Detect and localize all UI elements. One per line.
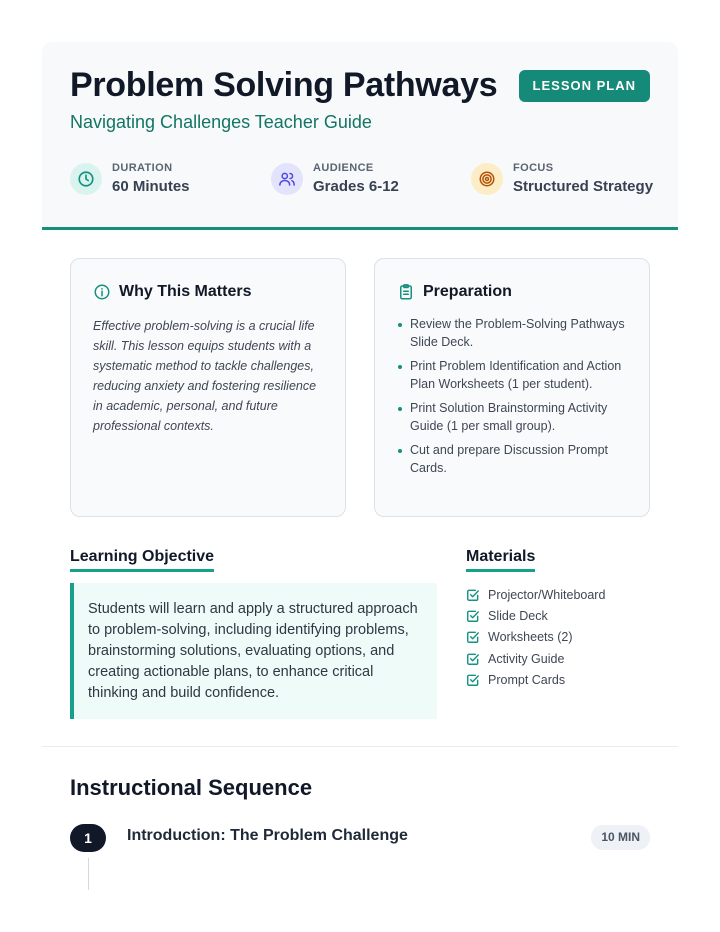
list-item bbox=[466, 605, 605, 626]
checkbox-checked-icon bbox=[466, 609, 480, 623]
lesson-header bbox=[42, 42, 678, 230]
material-label: Slide Deck bbox=[488, 608, 548, 623]
info-icon bbox=[93, 283, 111, 301]
why-title-text: Why This Matters bbox=[119, 283, 252, 300]
materials-list bbox=[466, 584, 605, 690]
lesson-plan-badge: LESSON PLAN bbox=[519, 70, 650, 102]
preparation-title-text: Preparation bbox=[423, 283, 512, 300]
target-icon bbox=[471, 163, 503, 195]
material-label: Worksheets (2) bbox=[488, 630, 573, 645]
preparation-card bbox=[374, 258, 650, 517]
list-item bbox=[466, 627, 605, 648]
meta-focus bbox=[471, 162, 653, 195]
step-duration-badge: 10 MIN bbox=[591, 825, 650, 850]
checkbox-checked-icon bbox=[466, 588, 480, 602]
meta-audience bbox=[271, 162, 399, 195]
clock-icon bbox=[70, 163, 102, 195]
meta-label: AUDIENCE bbox=[313, 162, 374, 174]
lesson-title: Problem Solving Pathways bbox=[70, 66, 498, 104]
list-item: Print Problem Identification and Action Plan Worksheets (1 per student). bbox=[397, 358, 637, 393]
list-item: Print Solution Brainstorming Activity Guide (1 per small group). bbox=[397, 400, 637, 435]
checkbox-checked-icon bbox=[466, 630, 480, 644]
checkbox-checked-icon bbox=[466, 652, 480, 666]
meta-value: Structured Strategy bbox=[513, 178, 654, 195]
meta-label: FOCUS bbox=[513, 162, 554, 174]
why-text: Effective problem-solving is a crucial life skill. This lesson equips students with a systematic method to tackle challenges, reducing anxiety and fostering resilience in academic, personal, and future professional contexts. bbox=[93, 319, 317, 433]
list-item bbox=[466, 648, 605, 669]
meta-duration bbox=[70, 162, 190, 195]
why-card-title bbox=[93, 283, 251, 301]
meta-value: Grades 6-12 bbox=[313, 178, 399, 195]
section-divider bbox=[42, 746, 678, 747]
materials-heading: Materials bbox=[466, 548, 535, 572]
learning-objective-heading: Learning Objective bbox=[70, 548, 214, 572]
meta-label: DURATION bbox=[112, 162, 173, 174]
step-title: Introduction: The Problem Challenge bbox=[127, 827, 408, 844]
preparation-list bbox=[397, 316, 637, 484]
list-item bbox=[466, 669, 605, 690]
preparation-card-title bbox=[397, 283, 512, 301]
list-item: Review the Problem-Solving Pathways Slide Deck. bbox=[397, 316, 637, 351]
material-label: Prompt Cards bbox=[488, 672, 566, 687]
timeline-connector bbox=[88, 858, 89, 890]
clipboard-icon bbox=[397, 283, 415, 301]
meta-value: 60 Minutes bbox=[112, 178, 190, 195]
lesson-subtitle: Navigating Challenges Teacher Guide bbox=[70, 112, 372, 132]
step-number-badge: 1 bbox=[70, 824, 106, 852]
material-label: Projector/Whiteboard bbox=[488, 587, 606, 602]
checkbox-checked-icon bbox=[466, 673, 480, 687]
learning-objective-text: Students will learn and apply a structured approach to problem-solving, including identifying problems, brainstorming solutions, evaluating options, and creating actionable plans, to enhance critical thinking and build confidence. bbox=[70, 583, 437, 719]
list-item bbox=[466, 584, 605, 605]
instructional-sequence-title: Instructional Sequence bbox=[70, 775, 313, 800]
list-item: Cut and prepare Discussion Prompt Cards. bbox=[397, 442, 637, 477]
material-label: Activity Guide bbox=[488, 651, 565, 666]
why-card bbox=[70, 258, 346, 517]
users-icon bbox=[271, 163, 303, 195]
